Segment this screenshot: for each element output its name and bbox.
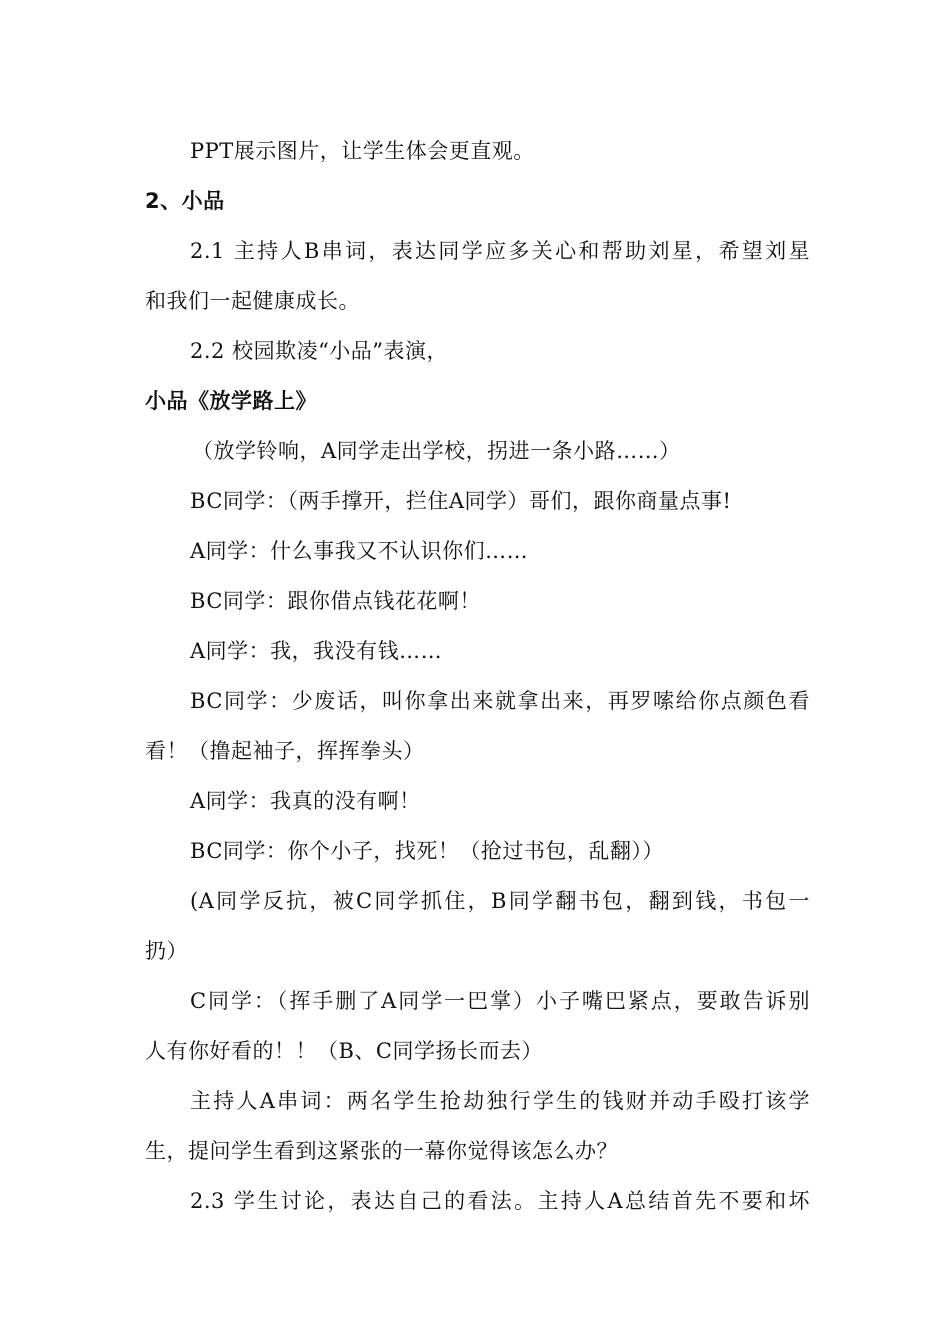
stage-direction-opening: （放学铃响，A同学走出学校，拐进一条小路……） [192,439,681,463]
stage-direction-line1: (A同学反抗，被C同学抓住，B同学翻书包，翻到钱，书包一 [190,889,810,913]
dialogue-line: A同学：我，我没有钱…… [190,639,443,663]
host-commentary-line2: 生，提问学生看到这紧张的一幕你觉得该怎么办？ [145,1139,618,1163]
dialogue-line: C同学：（挥手删了A同学一巴掌）小子嘴巴紧点，要敢告诉别 [190,989,810,1013]
dialogue-line: BC同学：（两手撑开，拦住A同学）哥们，跟你商量点事! [190,489,732,513]
host-commentary-line1: 主持人A串词：两名学生抢劫独行学生的钱财并动手殴打该学 [190,1089,810,1113]
section-heading-skit: 2、小品 [145,189,225,213]
dialogue-line: BC同学：跟你借点钱花花啊！ [190,589,481,613]
dialogue-line: BC同学：你个小子，找死！（抢过书包，乱翻）） [190,839,664,863]
paragraph-2-3: 2.3 学生讨论，表达自己的看法。主持人A总结首先不要和坏 [190,1189,810,1213]
dialogue-line: BC同学：少废话，叫你拿出来就拿出来，再罗嗦给你点颜色看 [190,689,810,713]
skit-title: 小品《放学路上》 [145,389,317,413]
paragraph-2-2: 2.2 校园欺凌“小品”表演， [190,339,449,363]
dialogue-line: A同学：什么事我又不认识你们…… [190,539,529,563]
stage-direction-line2: 扔） [145,939,188,963]
dialogue-line: A同学：我真的没有啊！ [190,789,421,813]
paragraph-2-1-line2: 和我们一起健康成长。 [145,289,360,313]
dialogue-line-continued: 看！（撸起袖子，挥挥拳头） [145,739,425,763]
paragraph-ppt: PPT展示图片，让学生体会更直观。 [190,139,535,163]
dialogue-line-continued: 人有你好看的！！（B、C同学扬长而去） [145,1039,543,1063]
paragraph-2-1-line1: 2.1 主持人B串词，表达同学应多关心和帮助刘星，希望刘星 [190,239,810,263]
